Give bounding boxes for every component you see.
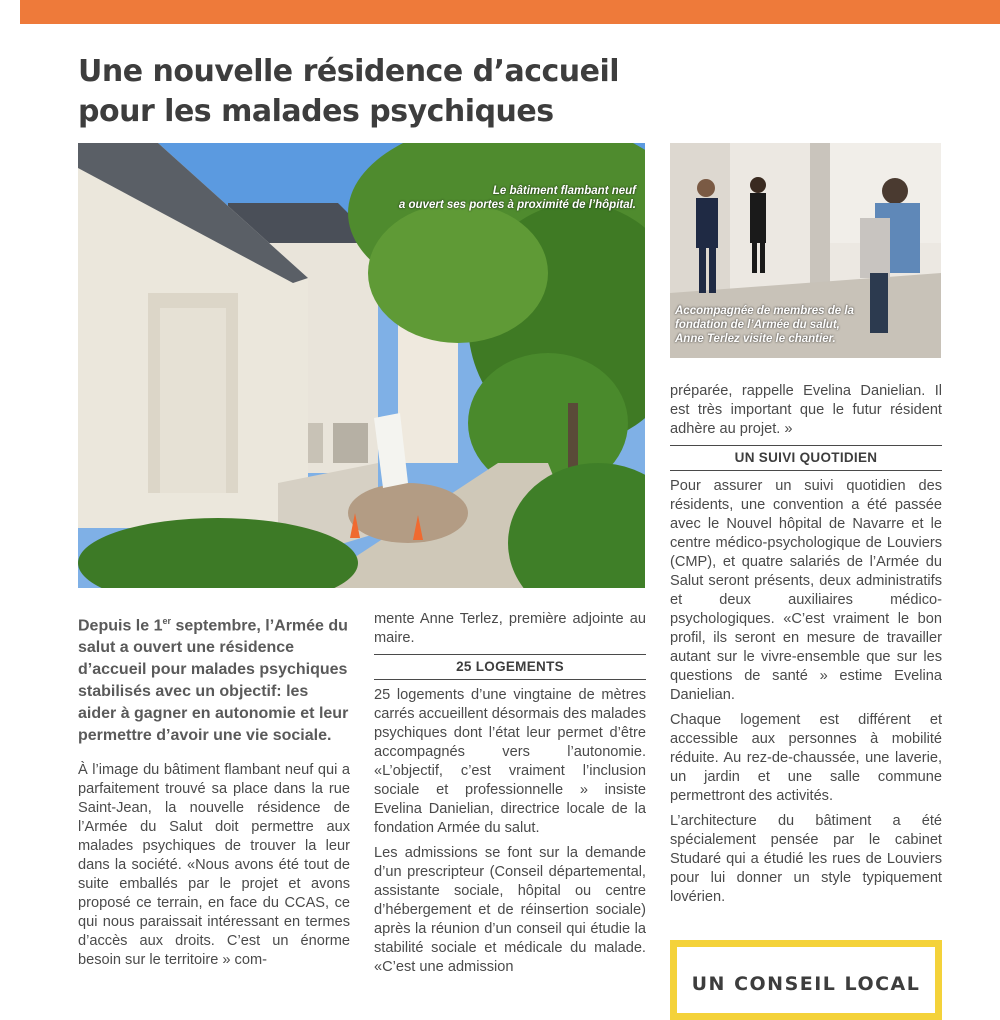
column-3 — [670, 382, 942, 913]
title-line-2: pour les malades psychiques — [78, 94, 554, 129]
title-line-1: Une nouvelle résidence d’accueil — [78, 54, 620, 89]
column-1 — [78, 610, 350, 976]
small-caption-line-1: Accompagnée de membres de la — [675, 305, 854, 317]
column-2 — [374, 610, 646, 983]
subhead-suivi: UN SUIVI QUOTIDIEN — [670, 445, 942, 471]
sidebar-box — [670, 940, 942, 1020]
article-title — [78, 52, 678, 132]
subhead-logements: 25 LOGEMENTS — [374, 654, 646, 680]
visit-photo-caption — [675, 304, 937, 346]
lead-text-end: septembre, l’Armée du salut a ouvert une résidence d’accueil pour malades psychiques stabilisés avec un objectif: les aider à gagner en autonomie et leur permettre d’avoir une vie sociale. — [78, 617, 349, 745]
lead-text-start: Depuis le 1 — [78, 617, 163, 635]
body-paragraph-8: L’architecture du bâtiment a été spécialement pensée par le cabinet Studaré qui a étudié les rues de Louviers pour lui donner un style typiquement lovérien. — [670, 813, 942, 905]
body-paragraph-7: Chaque logement est différent et accessible aux personnes à mobilité réduite. Au rez-de-chaussée, une laverie, un jardin et une salle commune permettront des activités. — [670, 712, 942, 804]
small-caption-line-3: Anne Terlez visite le chantier. — [675, 333, 836, 345]
top-accent-bar — [20, 0, 1000, 24]
small-caption-line-2: fondation de l’Armée du salut, — [675, 319, 840, 331]
sidebar-box-title: UN CONSEIL LOCAL — [691, 973, 921, 995]
body-paragraph-5: préparée, rappelle Evelina Danielian. Il est très important que le futur résident adhère au projet. » — [670, 383, 942, 437]
main-photo-caption — [340, 184, 636, 212]
body-paragraph-4: Les admissions se font sur la demande d’un prescripteur (Conseil départemental, assistante sociale, hôpital ou centre d’hébergement et de réinsertion sociale) après la réunion d’un conseil qui étudie la stabilité sociale et médicale du malade. «C’est une admission — [374, 845, 646, 975]
lead-paragraph — [78, 610, 350, 747]
main-caption-line-2: a ouvert ses portes à proximité de l’hôpital. — [398, 199, 636, 211]
body-paragraph-1: À l’image du bâtiment flambant neuf qui a parfaitement trouvé sa place dans la rue Saint-Jean, la nouvelle résidence de l’Armée du Salut doit permettre aux malades psychiques de trouver la leur dans la société. «Nous avons été tout de suite emballés par le projet et avons proposé ce terrain, en face du CCAS, ce qui nous paraissait intéressant en termes d’accès aux droits. C’est un énorme besoin sur le territoire » com- — [78, 762, 350, 969]
lead-superscript: er — [162, 616, 171, 626]
body-paragraph-3: 25 logements d’une vingtaine de mètres carrés accueillent désormais des malades psychiques dont l’état leur permet d’être accompagnés vers l’autonomie. «L’objectif, c’est vraiment l’inclusion sociale et professionnelle » insiste Evelina Danielian, directrice locale de la fondation Armée du salut. — [374, 687, 646, 836]
body-paragraph-6: Pour assurer un suivi quotidien des résidents, une convention a été passée avec le Nouvel hôpital de Navarre et le centre médico-psychologique de Louviers (CMP), et quatre salariés de l’Armée du Salut seront présents, deux administratifs et deux auxiliaires médico-psychologiques. «C’est vraiment le bon profil, ils seront en mesure de travailler autant sur le vivre-ensemble que sur les questions de santé » estime Evelina Danielian. — [670, 478, 942, 703]
body-paragraph-2: mente Anne Terlez, première adjointe au maire. — [374, 611, 646, 646]
main-caption-line-1: Le bâtiment flambant neuf — [492, 185, 636, 197]
